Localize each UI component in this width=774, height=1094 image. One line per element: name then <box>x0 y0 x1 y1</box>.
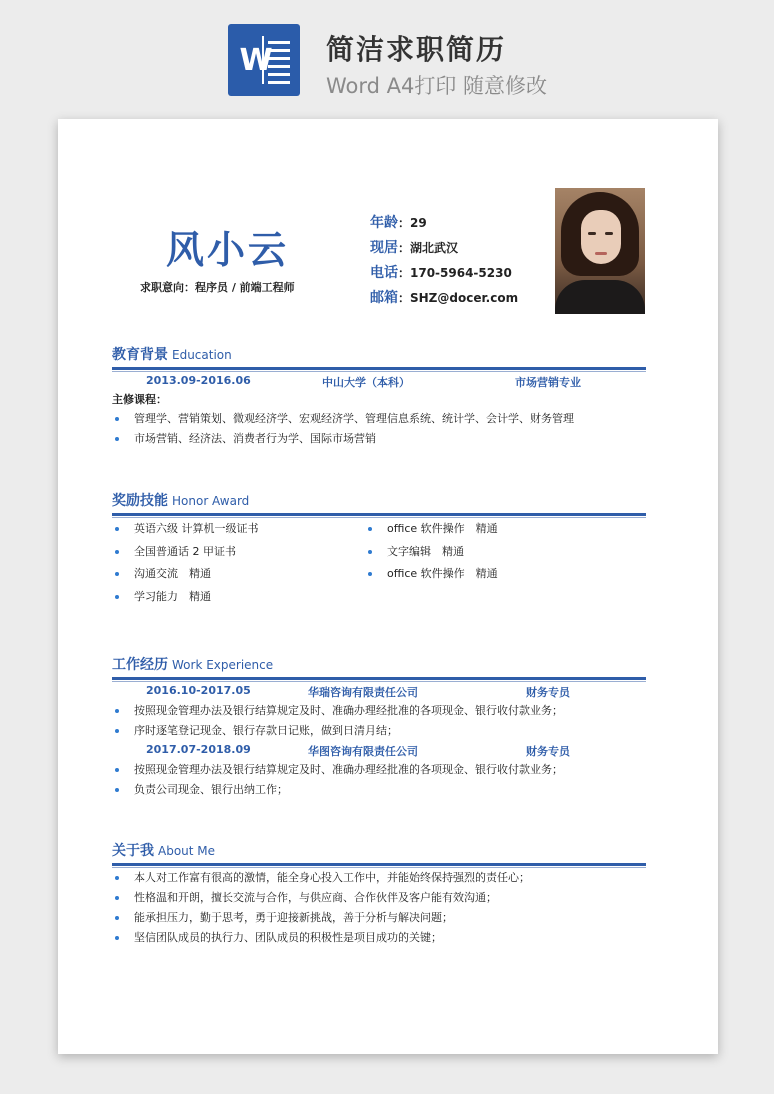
info-value: ：SHZ@docer.com <box>398 291 519 305</box>
job-row <box>112 682 646 701</box>
info-label: 现居 <box>370 240 398 256</box>
section-title-en: Education <box>172 348 232 362</box>
section-honors <box>112 490 646 610</box>
list-item: 学习能力 精通 <box>112 586 362 609</box>
section-education <box>112 344 646 449</box>
personal-info <box>370 209 570 309</box>
list-item: 本人对工作富有很高的激情，能全身心投入工作中，并能始终保持强烈的责任心； <box>112 868 646 888</box>
job-company: 华瑞咨询有限责任公司 <box>308 686 418 699</box>
info-label: 电话 <box>370 265 398 281</box>
section-title: 教育背景 <box>112 347 168 363</box>
list-item: 能承担压力，勤于思考，勇于迎接新挑战，善于分析与解决问题； <box>112 908 646 928</box>
candidate-name: 风小云 <box>166 228 290 272</box>
education-period: 2013.09-2016.06 <box>146 374 251 387</box>
list-item: 市场营销、经济法、消费者行为学、国际市场营销 <box>112 429 646 449</box>
banner <box>0 0 774 118</box>
job-period: 2017.07-2018.09 <box>146 743 251 756</box>
job-intent: 求职意向：程序员 / 前端工程师 <box>140 281 295 294</box>
section-header <box>112 654 646 676</box>
section-header <box>112 840 646 862</box>
info-location <box>370 234 570 259</box>
education-row <box>112 372 646 391</box>
section-about <box>112 840 646 948</box>
section-title-en: Honor Award <box>172 494 250 508</box>
list-item: 按照现金管理办法及银行结算规定及时、准确办理经批准的各项现金、银行收付款业务； <box>112 701 646 721</box>
list-item: 管理学、营销策划、微观经济学、宏观经济学、管理信息系统、统计学、会计学、财务管理 <box>112 409 646 429</box>
list-item: 英语六级 计算机一级证书 <box>112 518 362 541</box>
list-item: 坚信团队成员的执行力、团队成员的积极性是项目成功的关键； <box>112 928 646 948</box>
education-major: 市场营销专业 <box>515 376 581 389</box>
list-item: office 软件操作 精通 <box>365 518 615 541</box>
resume-page <box>58 119 718 1054</box>
honors-right-column <box>365 518 615 586</box>
list-item: 按照现金管理办法及银行结算规定及时、准确办理经批准的各项现金、银行收付款业务； <box>112 760 646 780</box>
banner-title: 简洁求职简历 <box>326 33 507 66</box>
info-value: ：湖北武汉 <box>398 241 459 255</box>
job-period: 2016.10-2017.05 <box>146 684 251 697</box>
word-logo-letter: W <box>239 43 273 78</box>
info-phone <box>370 259 570 284</box>
info-value: ：170-5964-5230 <box>398 266 512 280</box>
job-company: 华图咨询有限责任公司 <box>308 745 418 758</box>
list-item: 序时逐笔登记现金、银行存款日记账，做到日清月结； <box>112 721 646 741</box>
honors-left-column <box>112 518 362 608</box>
section-title: 奖励技能 <box>112 493 168 509</box>
list-item: 负责公司现金、银行出纳工作； <box>112 780 646 800</box>
section-title: 关于我 <box>112 843 154 859</box>
info-label: 邮箱 <box>370 290 398 306</box>
education-school: 中山大学（本科） <box>322 376 410 389</box>
job-role: 财务专员 <box>526 686 570 699</box>
info-age <box>370 209 570 234</box>
banner-subtitle: Word A4打印 随意修改 <box>326 74 548 98</box>
info-email <box>370 284 570 309</box>
section-title: 工作经历 <box>112 657 168 673</box>
info-value: ：29 <box>398 216 427 230</box>
section-header <box>112 344 646 366</box>
list-item: 性格温和开朗，擅长交流与合作，与供应商、合作伙伴及客户能有效沟通； <box>112 888 646 908</box>
info-label: 年龄 <box>370 215 398 231</box>
section-title-en: Work Experience <box>172 658 274 672</box>
job-row <box>112 741 646 760</box>
job-role: 财务专员 <box>526 745 570 758</box>
courses-label: 主修课程： <box>112 393 167 406</box>
list-item: 沟通交流 精通 <box>112 563 362 586</box>
section-work <box>112 654 646 800</box>
word-logo-icon <box>228 24 300 96</box>
list-item: 文字编辑 精通 <box>365 541 615 564</box>
honors-columns <box>112 518 646 610</box>
list-item: 全国普通话 2 甲证书 <box>112 541 362 564</box>
list-item: office 软件操作 精通 <box>365 563 615 586</box>
section-header <box>112 490 646 512</box>
section-title-en: About Me <box>158 844 216 858</box>
profile-photo <box>555 188 645 314</box>
